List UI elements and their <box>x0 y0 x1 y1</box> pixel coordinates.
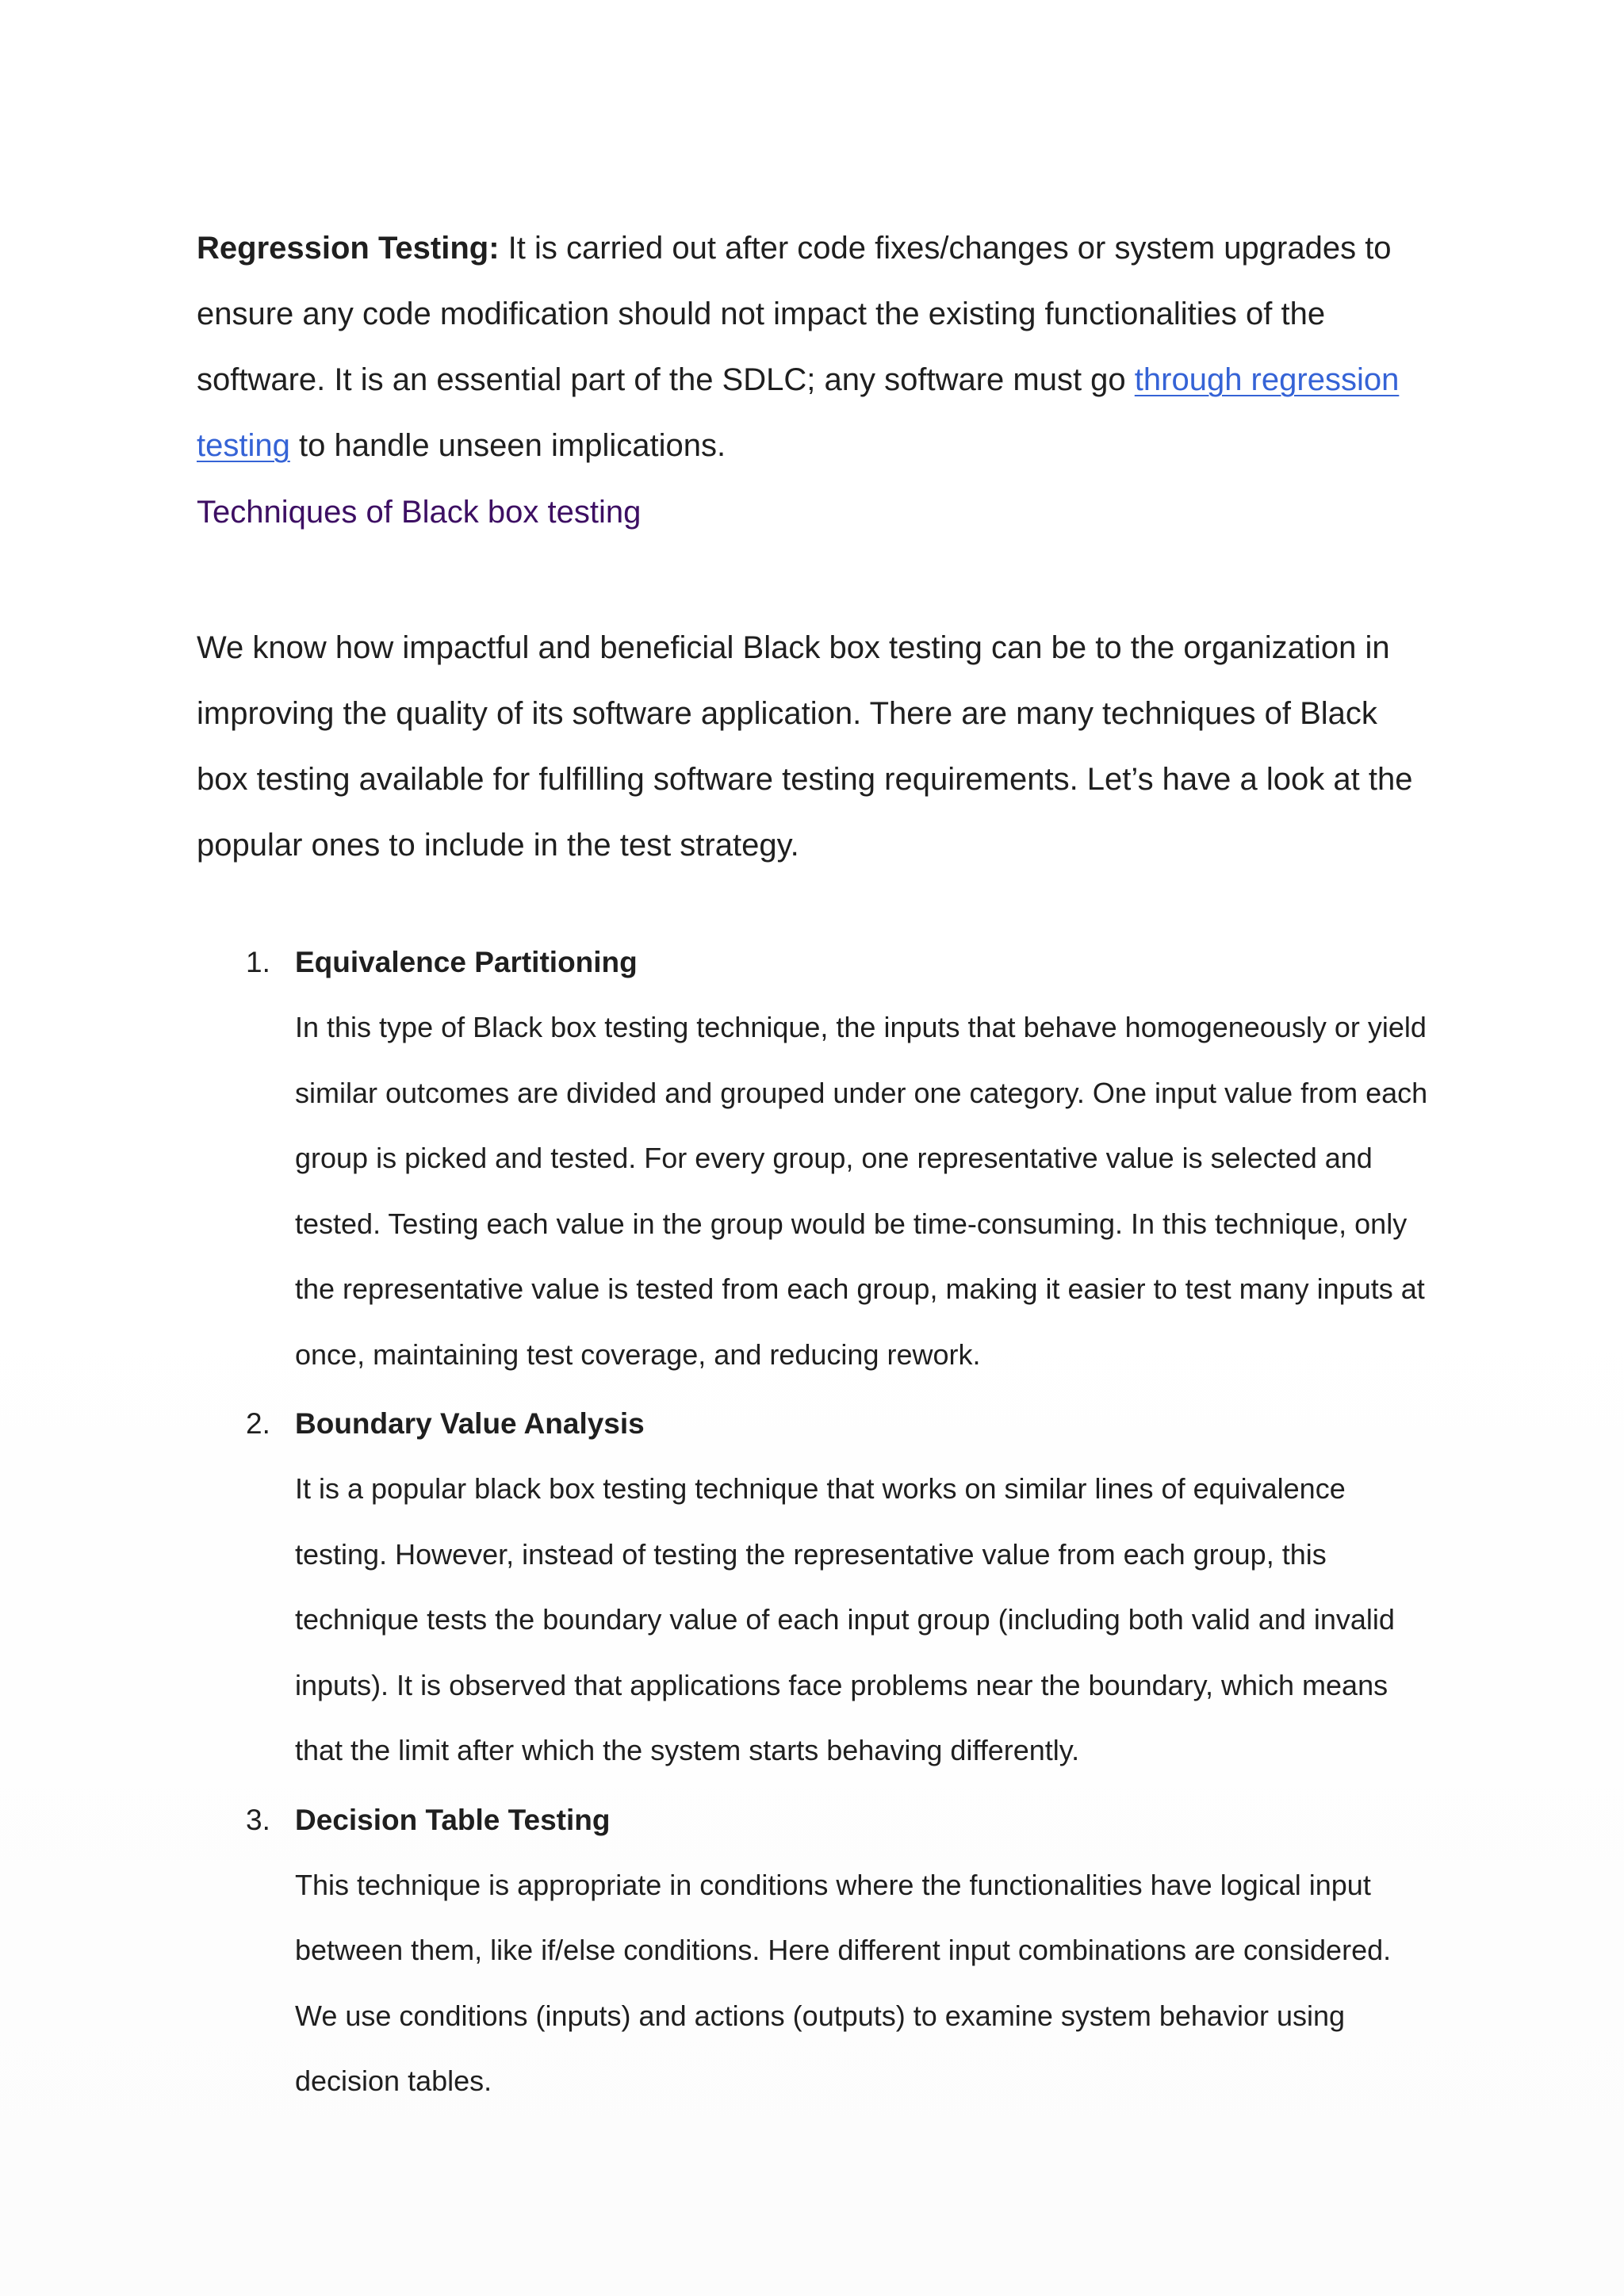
list-item-title: Boundary Value Analysis <box>295 1407 645 1440</box>
list-item-number: 1. <box>246 946 270 978</box>
regression-testing-text: It is carried out after code fixes/changes or system upgrades to ensure any code modification should not impact the existing functionalities of the software. It is an essential part of the SDLC; any software must go <box>197 231 1392 397</box>
regression-testing-paragraph <box>197 216 1434 479</box>
list-item-body: In this type of Black box testing technique, the inputs that behave homogeneously or yield similar outcomes are divided and grouped under one category. One input value from each group is picked and tested. For every group, one representative value is selected and tested. Testing each value in the group would be time-consuming. In this technique, only the representative value is tested from each group, making it easier to test many inputs at once, maintaining test coverage, and reducing rework. <box>295 1011 1428 1371</box>
list-item <box>197 940 1434 1387</box>
list-item-title: Decision Table Testing <box>295 1803 611 1836</box>
list-item-body: This technique is appropriate in conditions where the functionalities have logical input between them, like if/else conditions. Here different input combinations are considered. We use conditions (inputs) and actions (outputs) to examine system behavior using decision tables. <box>295 1868 1392 2097</box>
techniques-heading: Techniques of Black box testing <box>197 495 642 530</box>
list-item-number: 2. <box>246 1407 270 1440</box>
list-item <box>197 1798 1434 2114</box>
techniques-list <box>197 940 1434 2114</box>
list-item-number: 3. <box>246 1803 270 1836</box>
list-item <box>197 1402 1434 1784</box>
regression-testing-link[interactable]: through regression testing <box>197 362 1400 463</box>
regression-testing-label: Regression Testing: <box>197 231 500 266</box>
list-item-title: Equivalence Partitioning <box>295 946 638 978</box>
intro-paragraph: We know how impactful and beneficial Black box testing can be to the organization in improving the quality of its software application. There are many techniques of Black box testing available for fulfilling software testing requirements. Let’s have a look at the popular ones to include in the test strategy. <box>197 630 1413 863</box>
document-content <box>197 216 1434 2129</box>
list-item-body: It is a popular black box testing technique that works on similar lines of equivalence testing. However, instead of testing the representative value from each group, this technique tests the boundary value of each input group (including both valid and invalid inputs). It is observed that applications face problems near the boundary, which means that the limit after which the system starts behaving differently. <box>295 1472 1395 1766</box>
regression-testing-text-after: to handle unseen implications. <box>289 428 726 463</box>
